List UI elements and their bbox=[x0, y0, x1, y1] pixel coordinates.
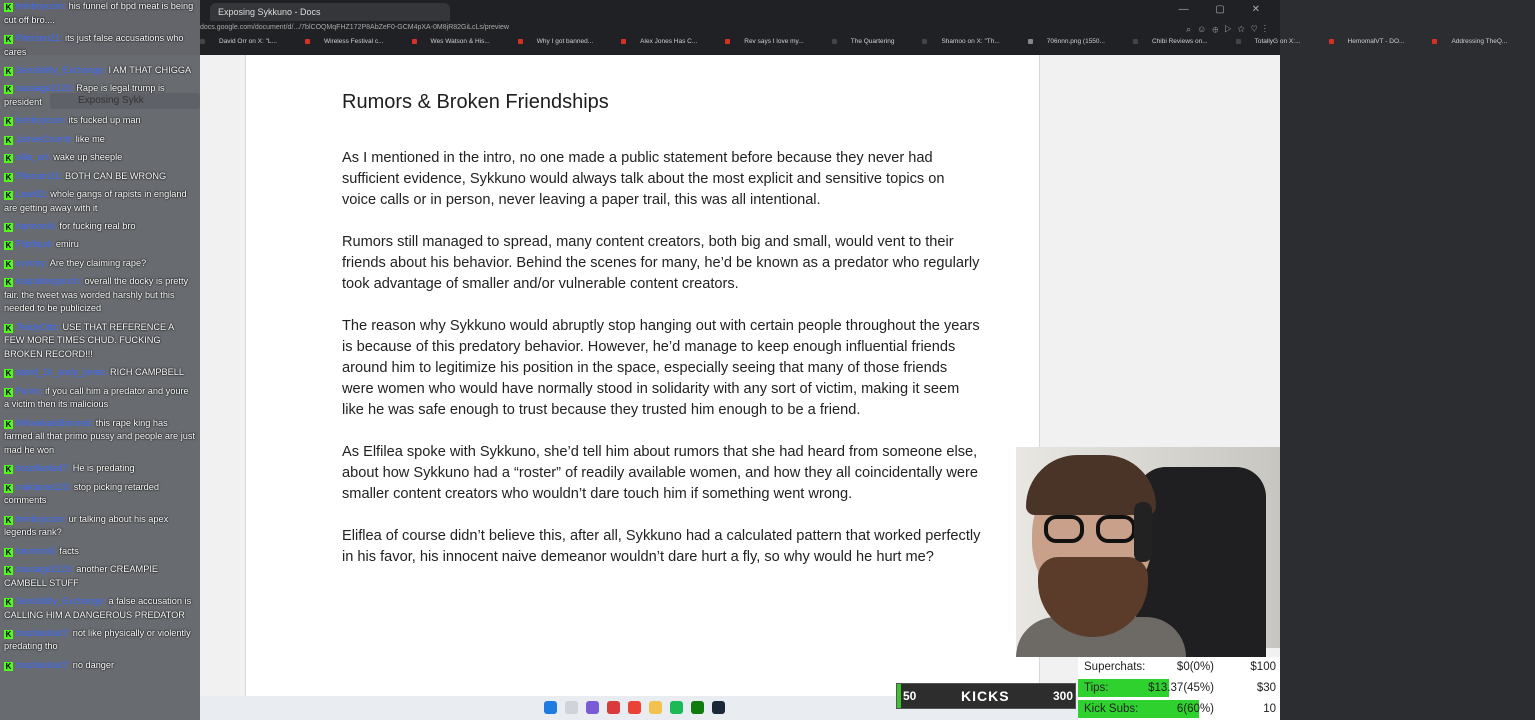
chat-username[interactable]: maklame123: bbox=[16, 481, 72, 492]
bookmark-favicon-icon bbox=[832, 39, 837, 44]
chat-username[interactable]: brazilianlad7: bbox=[16, 659, 71, 670]
zoom-icon[interactable]: ⌕ bbox=[1186, 24, 1198, 34]
bookmark-item[interactable] bbox=[725, 38, 817, 45]
window-controls[interactable]: — ▢ ✕ bbox=[1178, 4, 1272, 15]
chat-username[interactable]: Piterson21: bbox=[16, 170, 63, 181]
folder-icon[interactable] bbox=[649, 701, 662, 714]
chat-message bbox=[4, 32, 196, 59]
spotify-icon[interactable] bbox=[670, 701, 683, 714]
bookmark-item[interactable] bbox=[412, 38, 504, 45]
chat-text: not like physically or violently predating tho bbox=[4, 627, 191, 652]
kicks-max: 300 bbox=[1052, 689, 1073, 703]
bookmark-label: Why I got banned... bbox=[536, 38, 594, 45]
bookmark-favicon-icon bbox=[1133, 39, 1138, 44]
bookmark-item[interactable] bbox=[832, 38, 909, 45]
kick-platform-icon: K bbox=[5, 629, 12, 639]
chat-username[interactable]: femboycum: bbox=[16, 115, 67, 126]
chat-text: BOTH CAN BE WRONG bbox=[65, 170, 167, 181]
glasses-lens-left bbox=[1044, 515, 1084, 543]
bookmark-favicon-icon bbox=[518, 39, 523, 44]
bookmark-label: The Quartering bbox=[850, 38, 895, 45]
kick-platform-icon: K bbox=[5, 465, 12, 475]
chat-text: facts bbox=[59, 545, 79, 556]
goal-value: 6(60%) bbox=[1176, 703, 1214, 715]
chat-username[interactable]: harmoni6: bbox=[16, 220, 57, 231]
chat-username[interactable]: xynony: bbox=[16, 257, 48, 268]
bookmark-item[interactable] bbox=[621, 38, 711, 45]
kick-platform-icon: K bbox=[5, 190, 12, 200]
bookmark-item[interactable] bbox=[200, 38, 291, 45]
bookmark-label: TotallyG on X:... bbox=[1254, 38, 1301, 45]
bookmark-item[interactable] bbox=[305, 38, 398, 45]
play-icon[interactable]: ▷ bbox=[1224, 24, 1238, 34]
bookmark-favicon-icon bbox=[1329, 39, 1334, 44]
chat-message bbox=[4, 481, 196, 508]
chat-message bbox=[4, 417, 196, 458]
kick-platform-icon: K bbox=[5, 3, 12, 12]
tab-active[interactable] bbox=[210, 3, 450, 21]
chat-text: I AM THAT CHIGGA bbox=[108, 64, 192, 75]
goal-target: $30 bbox=[1256, 682, 1276, 694]
bookmark-favicon-icon bbox=[1432, 39, 1437, 44]
bookmark-favicon-icon bbox=[922, 39, 927, 44]
bookmark-item[interactable] bbox=[1133, 38, 1222, 45]
chrome-icon[interactable] bbox=[628, 701, 641, 714]
goal-value: $0(0%) bbox=[1176, 661, 1214, 673]
bookmark-favicon-icon bbox=[412, 39, 417, 44]
kick-platform-icon: K bbox=[5, 117, 12, 127]
bookmark-item[interactable] bbox=[1329, 38, 1419, 45]
kick-platform-icon: K bbox=[5, 278, 12, 288]
kick-platform-icon: K bbox=[5, 241, 12, 251]
chat-username[interactable]: Flipflop4: bbox=[16, 239, 54, 250]
chat-text: like me bbox=[75, 133, 105, 144]
chat-message bbox=[4, 462, 196, 476]
chat-message bbox=[4, 595, 196, 622]
paragraph: The reason why Sykkuno would abruptly stop hanging out with certain people throughout the years is because of this predatory behavior. However, he’d manage to keep enough influential friends around him to legitimize his position in the space, especially seeing that many of those friends were women who would have normally stood in solidarity with any sort of victim, making it seem like he was safe enough to trust because they trusted him enough to be a friend. bbox=[342, 318, 980, 418]
chat-message bbox=[4, 257, 196, 271]
chat-message bbox=[4, 513, 196, 540]
goal-label: Superchats: bbox=[1084, 661, 1146, 673]
bookmark-item[interactable] bbox=[1236, 38, 1315, 45]
goal-target: 10 bbox=[1263, 703, 1276, 715]
document-page bbox=[245, 55, 1040, 715]
bookmark-favicon-icon bbox=[1028, 39, 1033, 44]
kicks-goal-bar bbox=[896, 683, 1076, 709]
goal-row bbox=[1078, 657, 1280, 677]
bookmark-label: Chibi Reviews on... bbox=[1151, 38, 1208, 45]
kick-platform-icon: K bbox=[5, 85, 12, 95]
chat-text: Rape is legal trump is president bbox=[4, 83, 165, 107]
chat-message bbox=[4, 545, 196, 559]
bookmark-favicon-icon bbox=[725, 39, 730, 44]
chat-message bbox=[4, 238, 196, 252]
goal-row bbox=[1078, 678, 1280, 698]
chat-username[interactable]: JamesCrumb: bbox=[16, 133, 74, 144]
document-title: Rumors & Broken Friendships bbox=[342, 91, 609, 113]
chat-text: ur talking about his apex legends rank? bbox=[4, 513, 169, 538]
stream-goals bbox=[1078, 657, 1280, 720]
chat-text: emiru bbox=[55, 239, 79, 250]
steam-icon[interactable] bbox=[712, 701, 725, 714]
kick-platform-icon: K bbox=[5, 222, 12, 232]
chat-username[interactable]: kaspollesgooch: bbox=[16, 276, 82, 287]
kick-platform-icon: K bbox=[5, 565, 12, 575]
bookmark-favicon-icon bbox=[1236, 39, 1241, 44]
xbox-icon[interactable] bbox=[691, 701, 704, 714]
bookmark-item[interactable] bbox=[922, 38, 1013, 45]
chat-username[interactable]: brazilianlad7: bbox=[16, 463, 71, 474]
chat-text: no danger bbox=[72, 659, 115, 670]
kicks-label: KICKS bbox=[961, 688, 1010, 704]
glasses bbox=[1044, 515, 1144, 543]
discord-icon[interactable] bbox=[586, 701, 599, 714]
chat-text: this rape king has farmed all that primo pussy and people are just mad he won bbox=[4, 417, 195, 455]
bookmark-label: 706nnn.png (1550... bbox=[1046, 38, 1105, 45]
kick-platform-icon: K bbox=[5, 323, 12, 333]
goal-label: Kick Subs: bbox=[1084, 703, 1139, 715]
search-icon[interactable] bbox=[565, 701, 578, 714]
chat-username[interactable]: MihawkaisBanned: bbox=[16, 417, 94, 428]
goal-label: Tips: bbox=[1084, 682, 1109, 694]
chat-text: Are they claiming rape? bbox=[49, 257, 147, 268]
chat-message bbox=[4, 170, 196, 184]
bookmark-favicon-icon bbox=[200, 39, 205, 44]
bookmark-label: HemomalVT - DO... bbox=[1347, 38, 1405, 45]
bookmark-item[interactable] bbox=[1028, 38, 1119, 45]
chat-message bbox=[4, 659, 196, 673]
kick-platform-icon: K bbox=[5, 661, 12, 671]
chat-username[interactable]: Lewi92: bbox=[16, 188, 48, 199]
kick-platform-icon: K bbox=[5, 172, 12, 182]
chat-message bbox=[4, 275, 196, 316]
chat-message bbox=[4, 220, 196, 234]
url-text: docs.google.com/document/d/.../7blCOQMqFHZ172P8AbZeF0-GCM4pXA-0M8jR82GiLcLs/preview bbox=[200, 24, 509, 31]
extension-icon[interactable]: ☺ bbox=[1197, 24, 1213, 34]
kick-platform-icon: K bbox=[5, 34, 12, 44]
chat-username[interactable]: femboycum: bbox=[16, 1, 67, 11]
kick-platform-icon: K bbox=[5, 597, 12, 607]
paragraph: As Elfilea spoke with Sykkuno, she’d tell him about rumors that she had heard from someone else, about how Sykkuno had a “roster” of readily available women, and how they all coincidentally were smaller content creators who wouldn’t dare touch him if something went wrong. bbox=[342, 444, 978, 502]
kick-platform-icon: K bbox=[5, 259, 12, 269]
chat-message bbox=[4, 321, 196, 362]
chat-text: a false accusation is CALLING HIM A DANGEROUS PREDATOR bbox=[4, 595, 192, 620]
goal-row bbox=[1078, 699, 1280, 719]
kick-platform-icon: K bbox=[5, 515, 12, 525]
kicks-progress-marker bbox=[897, 684, 901, 708]
bookmark-item[interactable] bbox=[518, 38, 607, 45]
bookmark-label: Addressing TheQ... bbox=[1451, 38, 1508, 45]
chat-text: another CREAMPIE CAMBELL STUFF bbox=[4, 563, 158, 588]
chat-text: stop picking retarded comments bbox=[4, 481, 160, 506]
webcam-feed bbox=[1016, 447, 1280, 648]
paragraph: As I mentioned in the intro, no one made a public statement before because they never had sufficient evidence, Sykkuno would always talk about the most explicit and sensitive topics on voice calls or in person, never leaving a paper trail, this was all intentional. bbox=[342, 150, 945, 208]
chat-text: its fucked up man bbox=[68, 115, 141, 126]
glasses-lens-right bbox=[1096, 515, 1136, 543]
chat-text: overall the docky is pretty fair. the tweet was worded harshly but this needed to be publicized bbox=[4, 276, 189, 314]
address-bar[interactable] bbox=[200, 22, 1280, 38]
kick-platform-icon: K bbox=[5, 66, 12, 76]
tab-bar bbox=[200, 0, 1280, 22]
paragraph: Eliflea of course didn’t believe this, after all, Sykkuno had a calculated pattern that worked perfectly in his favor, his innocent naive demeanor wouldn’t dare hurt a fly, so why would he hurt me? bbox=[342, 528, 981, 565]
chat-message bbox=[4, 366, 196, 380]
chat-username[interactable]: Sensibility_Exchange: bbox=[16, 64, 106, 75]
headphone bbox=[1134, 502, 1152, 562]
bookmark-favicon-icon bbox=[305, 39, 310, 44]
chat-message bbox=[4, 385, 196, 412]
toolbar-icons bbox=[1186, 24, 1272, 35]
taskbar-icons bbox=[544, 701, 733, 714]
chat-text: for fucking real bro bbox=[59, 220, 136, 231]
chat-message bbox=[4, 563, 196, 590]
chat-text: its just false accusations who cares bbox=[4, 32, 184, 57]
chat-message bbox=[4, 64, 196, 78]
chat-username[interactable]: Piterson21: bbox=[16, 32, 63, 43]
document-body bbox=[342, 148, 982, 589]
chat-username[interactable]: harmoni6: bbox=[16, 545, 57, 556]
bookmark-label: David Orr on X: "L... bbox=[219, 38, 277, 45]
bookmark-label: Shamoo on X: "Th... bbox=[941, 38, 1000, 45]
chat-username[interactable]: TeddyOttz: bbox=[16, 321, 60, 332]
translate-icon[interactable]: ⊕ bbox=[1212, 24, 1225, 34]
kick-platform-icon: K bbox=[5, 419, 12, 429]
chat-text: whole gangs of rapists in england are getting away with it bbox=[4, 188, 187, 213]
chat-text: wake up sheeple bbox=[53, 152, 123, 163]
chat-username[interactable]: brazilianlad7: bbox=[16, 627, 71, 638]
bookmark-label: Alex Jones Has C... bbox=[640, 38, 698, 45]
chat-username[interactable]: ollie_ort: bbox=[16, 152, 51, 163]
chat-message bbox=[4, 188, 196, 215]
heart-icon[interactable]: ♡ bbox=[1250, 24, 1264, 34]
bookmark-label: Wes Watson & His... bbox=[430, 38, 490, 45]
chat-username[interactable]: femboycum: bbox=[16, 513, 67, 524]
kick-platform-icon: K bbox=[5, 483, 12, 493]
goal-target: $100 bbox=[1250, 661, 1276, 673]
chat-text: He is predating bbox=[72, 463, 135, 474]
bookmark-label: Wireless Festival c... bbox=[323, 38, 384, 45]
chat-username[interactable]: sausage2123: bbox=[16, 563, 74, 574]
chat-message bbox=[4, 133, 196, 147]
paragraph: Rumors still managed to spread, many content creators, both big and small, would vent to their friends about his behavior. Behind the scenes for many, he’d be known as a predator who regularly took advantage of smaller and/or vulnerable content creators. bbox=[342, 234, 980, 292]
chat-message bbox=[4, 114, 196, 128]
chat-text: his funnel of bpd meat is being cut off bro.... bbox=[4, 1, 194, 25]
kick-platform-icon: K bbox=[5, 369, 12, 379]
menu-icon[interactable]: ⋮ bbox=[1263, 24, 1272, 34]
chat-message bbox=[4, 627, 196, 654]
chat-text: USE THAT REFERENCE A FEW MORE TIMES CHUD. FUCKING BROKEN RECORD!!! bbox=[4, 321, 174, 359]
chat-text: if you call him a predator and youre a victim then its malicious bbox=[4, 385, 189, 410]
windows-start-icon[interactable] bbox=[544, 701, 557, 714]
kick-platform-icon: K bbox=[5, 547, 12, 557]
overlay-doc-badge bbox=[50, 93, 200, 109]
kicks-min: 50 bbox=[903, 689, 917, 703]
chat-username[interactable]: Furiro: bbox=[16, 385, 43, 396]
bookmark-label: Rev says I love my... bbox=[744, 38, 804, 45]
chat-username[interactable]: david_1k_andy_jones: bbox=[16, 367, 108, 378]
kick-platform-icon: K bbox=[5, 154, 12, 164]
chat-message bbox=[4, 151, 196, 165]
chat-text: RICH CAMPBELL bbox=[110, 367, 185, 378]
chat-username[interactable]: sausage2123: bbox=[16, 83, 74, 94]
bookmark-favicon-icon bbox=[621, 39, 626, 44]
overlay-badge-text: Exposing Sykk bbox=[78, 95, 144, 106]
goal-value: $13.37(45%) bbox=[1148, 682, 1214, 694]
kick-platform-icon: K bbox=[5, 135, 12, 145]
bookmark-item[interactable] bbox=[1432, 38, 1521, 45]
kick-platform-icon: K bbox=[5, 387, 12, 397]
bookmarks-bar bbox=[200, 38, 1508, 53]
opera-icon[interactable] bbox=[607, 701, 620, 714]
bookmark-icon[interactable]: ☆ bbox=[1237, 24, 1251, 34]
chat-message bbox=[4, 0, 196, 27]
chat-username[interactable]: Sensibility_Exchange: bbox=[16, 595, 106, 606]
tab-title: Exposing Sykkuno - Docs bbox=[218, 7, 321, 17]
